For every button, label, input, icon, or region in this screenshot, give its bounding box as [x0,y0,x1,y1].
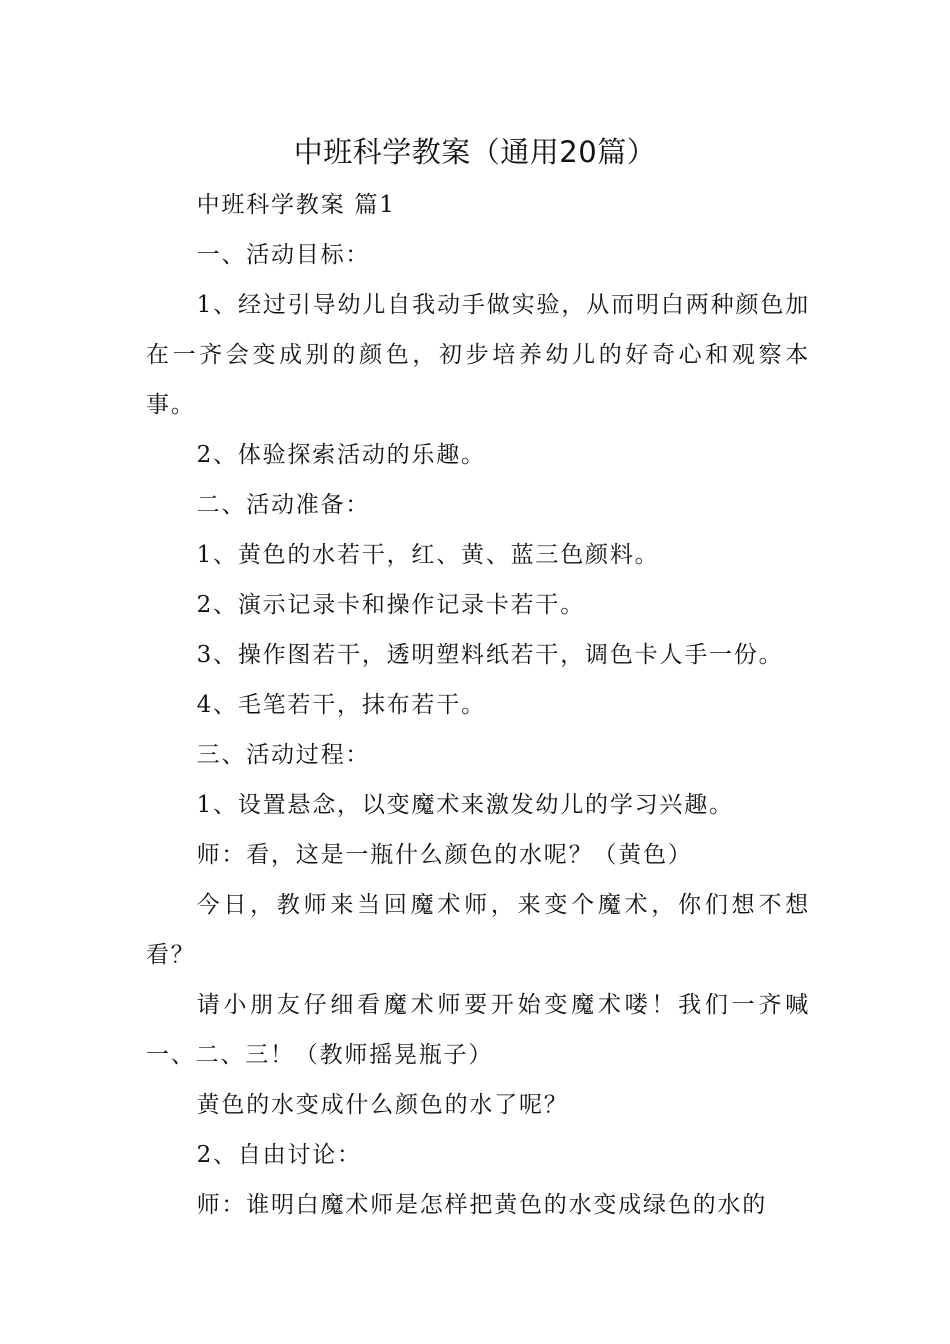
document-title: 中班科学教案（通用20篇） [293,135,657,169]
paragraph: 一、活动目标： [196,242,371,268]
paragraph: 4、毛笔若干，抹布若干。 [196,692,486,718]
document-body [146,180,810,1230]
paragraph: 1、黄色的水若干，红、黄、蓝三色颜料。 [196,542,660,568]
paragraph: 黄色的水变成什么颜色的水了呢？ [196,1092,569,1118]
paragraph: 3、操作图若干，透明塑料纸若干，调色卡人手一份。 [196,642,784,668]
section-heading: 中班科学教案 篇1 [196,192,396,218]
paragraph: 请小朋友仔细看魔术师要开始变魔术喽！我们一齐喊一、二、三！（教师摇晃瓶子） [146,992,810,1068]
paragraph: 1、经过引导幼儿自我动手做实验，从而明白两种颜色加在一齐会变成别的颜色，初步培养幼儿的好奇心和观察本事。 [146,292,810,418]
paragraph: 师：看，这是一瓶什么颜色的水呢？（黄色） [196,842,693,868]
paragraph: 2、演示记录卡和操作记录卡若干。 [196,592,586,618]
paragraph: 2、自由讨论： [196,1142,362,1168]
paragraph: 今日，教师来当回魔术师，来变个魔术，你们想不想看？ [146,892,810,968]
paragraph: 二、活动准备： [196,492,371,518]
paragraph: 1、设置悬念，以变魔术来激发幼儿的学习兴趣。 [196,792,734,818]
paragraph: 师：谁明白魔术师是怎样把黄色的水变成绿色的水的 [196,1192,767,1218]
paragraph: 三、活动过程： [196,742,371,768]
paragraph: 2、体验探索活动的乐趣。 [196,442,486,468]
